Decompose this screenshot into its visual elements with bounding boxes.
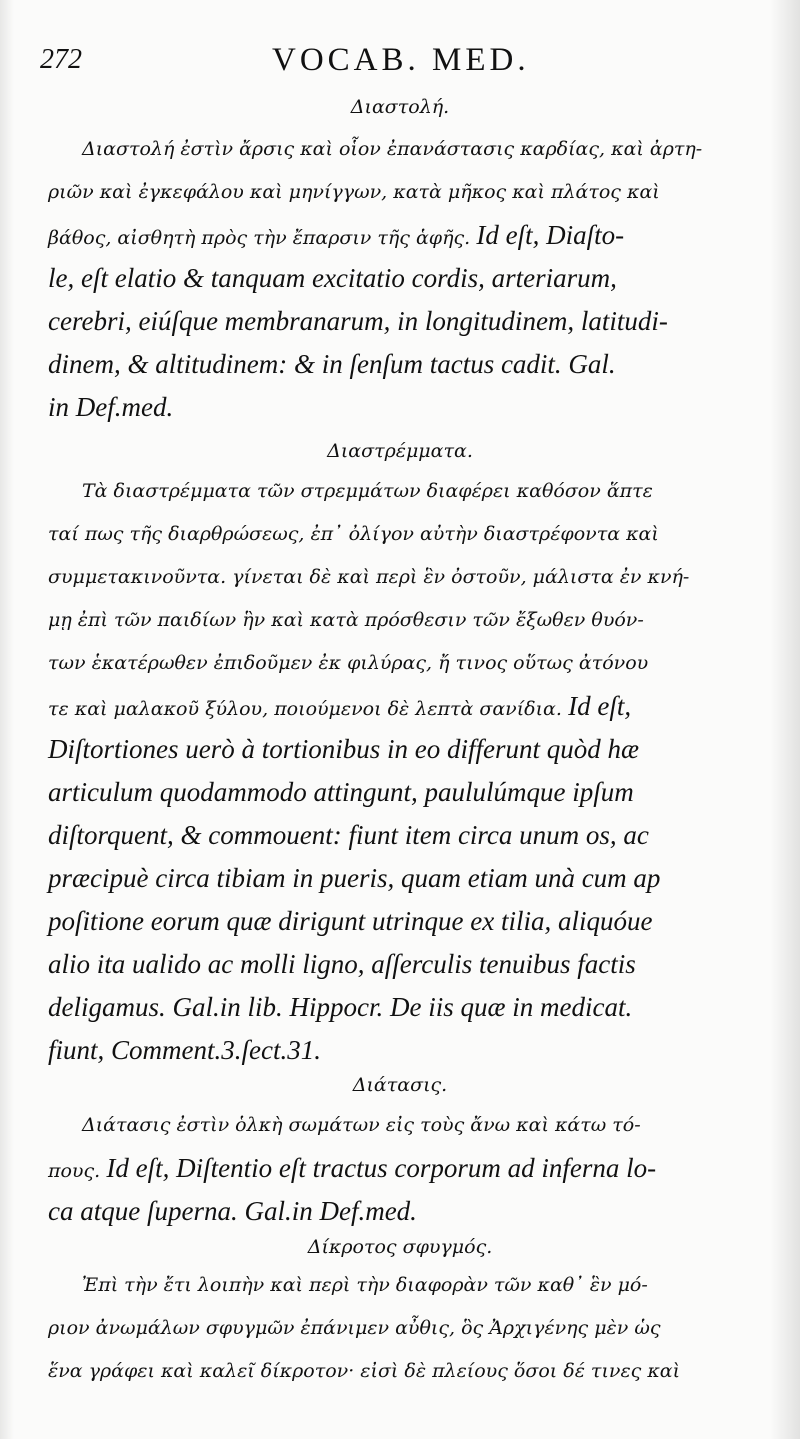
latin-text: Id eſt, Diaſto- xyxy=(476,220,625,250)
latin-text: Id eſt, Diſtentio eſt tractus corporum ad inferna lo- xyxy=(106,1153,657,1183)
latin-text: Id eſt, xyxy=(568,691,632,721)
entry-body-diatasis xyxy=(48,1104,738,1233)
text-line: cerebri, eiúſque membranarum, in longitudinem, latitudi- xyxy=(48,306,668,336)
text-line: Διάτασις ἐστὶν ὁλκὴ σωμάτων εἰς τοὺς ἄνω καὶ κάτω τό- xyxy=(82,1114,641,1136)
entry-body-diastole xyxy=(48,128,738,429)
text-line: ριον ἀνωμάλων σφυγμῶν ἐπάνιμεν αὖθις, ὃς Ἀρχιγένης μὲν ὡς xyxy=(48,1317,661,1339)
page-edge-shadow xyxy=(0,0,14,1439)
text-line xyxy=(48,1147,738,1190)
text-line: συμμετακινοῦντα. γίνεται δὲ καὶ περὶ ἓν ὀστοῦν, μάλιστα ἐν κνή- xyxy=(48,566,690,588)
entry-heading-diatasis: Διάτασις. xyxy=(352,1074,448,1096)
text-line: μῃ ἐπὶ τῶν παιδίων ἣν καὶ κατὰ πρόσθεσιν τῶν ἔξωθεν θυόν- xyxy=(48,609,644,631)
page-number: 272 xyxy=(40,44,82,75)
entry-heading-diastremmata: Διαστρέμματα. xyxy=(327,440,473,462)
text-line xyxy=(48,214,738,257)
text-line: Διαστολή ἐστὶν ἄρσις καὶ οἷον ἐπανάστασις καρδίας, καὶ ἀρτη- xyxy=(82,138,703,160)
text-line: των ἑκατέρωθεν ἐπιδοῦμεν ἐκ φιλύρας, ἤ τινος οὕτως ἀτόνου xyxy=(48,652,649,674)
entry-heading-dikrotos: Δίκροτος σφυγμός. xyxy=(307,1236,493,1258)
text-line: ἕνα γράφει καὶ καλεῖ δίκροτον· εἰσὶ δὲ πλείους ὅσοι δέ τινες καὶ xyxy=(48,1360,681,1382)
greek-text: βάθος, αἰσθητὴ πρὸς τὴν ἔπαρσιν τῆς ἁφῆς. xyxy=(48,227,471,249)
text-line: Ἐπὶ τὴν ἔτι λοιπὴν καὶ περὶ τὴν διαφορὰν τῶν καθ᾽ ἓν μό- xyxy=(82,1274,648,1296)
greek-text: τε καὶ μαλακοῦ ξύλου, ποιούμενοι δὲ λεπτὰ σανίδια. xyxy=(48,698,562,720)
text-line: fiunt, Comment.3.ſect.31. xyxy=(48,1035,321,1065)
text-line: Diſtortiones uerò à tortionibus in eo differunt quòd hæ xyxy=(48,734,640,764)
text-line: Τὰ διαστρέμματα τῶν στρεμμάτων διαφέρει καθόσον ἅπτε xyxy=(82,480,653,502)
running-head-title: VOCAB. MED. xyxy=(272,42,530,78)
entry-body-dikrotos xyxy=(48,1264,738,1393)
text-line: deligamus. Gal.in lib. Hippocr. De iis quæ in medicat. xyxy=(48,992,633,1022)
text-line: poſitione eorum quæ dirigunt utrinque ex tilia, aliquóue xyxy=(48,906,653,936)
text-line: articulum quodammodo attingunt, paululúmque ipſum xyxy=(48,777,634,807)
text-line: ταί πως τῆς διαρθρώσεως, ἐπ᾽ ὀλίγον αὐτὴν διαστρέφοντα καὶ xyxy=(48,523,659,545)
text-line: ca atque ſuperna. Gal.in Def.med. xyxy=(48,1196,417,1226)
text-line: diſtorquent, & commouent: fiunt item circa unum os, ac xyxy=(48,820,649,850)
text-line: ριῶν καὶ ἐγκεφάλου καὶ μηνίγγων, κατὰ μῆκος καὶ πλάτος καὶ xyxy=(48,181,660,203)
text-line: le, eſt elatio & tanquam excitatio cordis, arteriarum, xyxy=(48,263,617,293)
gutter-shadow xyxy=(770,0,800,1439)
text-line: præcipuè circa tibiam in pueris, quam etiam unà cum ap xyxy=(48,863,661,893)
entry-body-diastremmata xyxy=(48,470,738,1072)
text-line: alio ita ualido ac molli ligno, aſſerculis tenuibus factis xyxy=(48,949,636,979)
greek-text: πους. xyxy=(48,1160,101,1182)
text-line xyxy=(48,685,738,728)
text-line: in Def.med. xyxy=(48,392,174,422)
running-head xyxy=(40,38,740,78)
text-line: dinem, & altitudinem: & in ſenſum tactus cadit. Gal. xyxy=(48,349,616,379)
entry-heading-diastole: Διαστολή. xyxy=(350,96,450,118)
